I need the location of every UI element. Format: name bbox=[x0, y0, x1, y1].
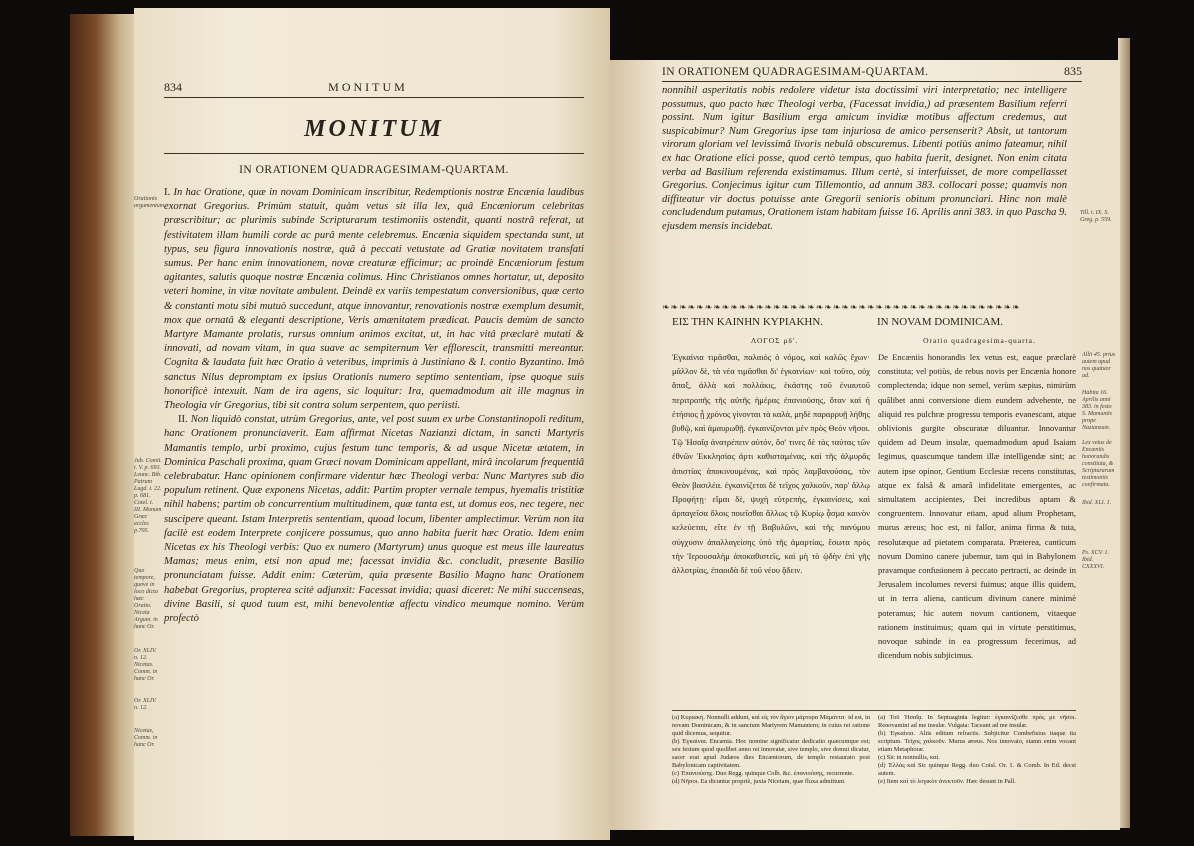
body-text-left bbox=[164, 186, 584, 626]
latin-column: De Encæniis honorandis lex vetus est, eaque præclarè constituta; vel potiùs, de rebus novis per Encænia honore complectenda; idque non semel, verùm sæpius, nimirùm quâlibet anni conversione diem eundem advehente, ne aliquid res pulchræ progressu temporis evanescant, atque oblivionis gurgite obscuratæ diluantur. Innovantur quidem ad Deum insulæ, quemadmodum apud Isaiam legimus, quascumque tandem illæ intelligendæ sint; ac autem ipse opinor, Gentium Ecclesiæ recens constitutas, atque ex falsâ & amarâ infidelitate emergentes, ac simultatem accipientes, Dei incredibus aptam & congruentem. Innovatur etiam, apud alium Prophetam, murus æreus; hoc est, ni fallor, anima firma & tuta, resolutæque ad pietatem comparata. Præterea, canticum novum Domino canere jubemur, tam qui in Babylonem pravamque confusionem à peccato pertracti, ac deinde in Jerusalem incolumes reversi fuimus; atque illis quidem, ut in terra aliena, canticum divinum canere minimè poteramus; hic autem novum cantionem, vitaeque rationem instituimus; quam qui in virtute perstitimus, novoque subinde in ea progressum fecerimus, ad dicendum nobis subjicimus. bbox=[878, 352, 1076, 661]
right-page bbox=[610, 60, 1120, 830]
latin-subheading: Oratio quadragesima-quarta. bbox=[923, 336, 1036, 345]
paragraph-1-text: In hac Oratione, quæ in novam Dominicam inscribitur, Redemptionis nostræ Encænia laudibus exornat Gregorius. Primùm statuit, quàm vetus sit illa lex, quâ Encæniorum celebritas præscribitur; ac plurimis subinde Scripturarum testimoniis ostendit, quanti nostrâ referat, ut festivitatem illam humili corde ac purâ mente celebremus. Encænia siquidem spectanda sunt, ut typus, seu figura innovationis nostræ, quâ à peccati vetustate ad Gratiæ novitatem transfati sumus. Per hanc enim innovationem, novæ creaturæ efficimur; ac proindè Encæniorum festum agitantes, salutis quoque nostræ Encænia colimus. Hinc Christianos omnes hortatur, ut, deposito veteri homine, in vitæ novitate ambulent. Deindè ex variis tempestatum conversionibus, quæ certo & constanti motu sibi mutuò succedunt, atque innovantur, renovationis nostræ exemplum desumit, mox que ornatâ & eleganti descriptione, Veris amænitatem prædicat. Paucis demùm de sancto Martyre Mamante prolatis, rursus omnium animos excitat, ut, in hac vitâ præclarè mutati & innovati, ad novam vitam, in qua suave ac sempiternum Ver efflorescit, transmitti mereantur. Cognita & laudata fuit hæc Oratio à veteribus, imprimis à Justiniano & I. contio Byzantino. Imò sanctus Nilus depromptam ex ipsius Orationis numero septimo sententiam, ipse quoque suis honorificè intexuit. Nam de ira agens, sic loquitur: Ira, quemadmodum ait ille magnus in Theologia vir Gregorius, tibi sit contra solum serpentem, quo periisti. bbox=[164, 187, 584, 412]
page-subtitle: IN ORATIONEM QUADRAGESIMAM-QUARTAM. bbox=[164, 153, 584, 176]
margin-note-1: Orationis argumentum. bbox=[134, 196, 166, 209]
margin-note-2: Jub. Comit. t. V. p. 693. Leunc. Bib. Patrum Lugd. t. 22. p. 681. Cotel. t. III. Monum Græc eccles p.705. bbox=[134, 458, 162, 534]
right-margin-note-2: Habita 16. Aprilis anni 383. in festo S. Mamantis prope Nazianzum. bbox=[1082, 390, 1112, 431]
right-margin-note-5: Ps. XCV. 1. Ibid. CXXXVI. bbox=[1082, 550, 1110, 570]
running-head-left: MONITUM bbox=[328, 80, 408, 94]
footnotes-greek: (a) Κυριακή. Nonnulli addunt, καὶ εἰς τὸν ἅγιον μάρτυρα Μάμαντα· id est, in novam Dominicam, & in sanctum Martyrem Mamantem; in cuius rei ratione quid dicemus, sequitur. (b) Ἐγκαίνια. Encænia. Hoc nomine significatur dedicatio quæcumque est; seu festum quod quolibet anno rei innovatæ, sive templo, sive domui dicatur, sacer erat apud Judæos dies Encæniorum, de templo restaurato post Babylonicam captivitatem. (c) Ἐπανιούσης. Duo Regg. quinque Colb. &c. ἐπανιούσης, recurrente. (d) Νῆσοι. Ea dicuntur propriè, juxta Nicetam, quæ fluxa admittunt. bbox=[672, 714, 870, 785]
margin-note-4: Or. XLIV. n. 12. Nicetas. Comm. in hanc Or. bbox=[134, 648, 158, 682]
running-head-right: IN ORATIONEM QUADRAGESIMAM-QUARTAM. bbox=[662, 66, 929, 78]
right-margin-note-4: Ibid. XLI. 1. bbox=[1082, 500, 1112, 506]
continued-text: nonnihil asperitatis nobis redolere videtur ista doctissimi viri interpretatio; nec intelligere possumus, quo pacto hæc Theologi verba, (Facessat invidia,) ad præsentem Basilium referri possint. Num igitur Basilium erga amicum invidiæ motibus affectum credemus, aut suspicabimur? Num Gregorius ipse tam injuriosa de amico persenserit? Absit, ut tantorum virorum gloriam vel levissimâ livoris nebulâ obscuremus. Libenti potiùs animo fateamur, nihil ex hac Oratione elici posse, quod certò tempus, quo habita fuerit, designet. Non enim citata verba ad Basilium referenda existimamus. Illum certè, si interfuisset, de more compellasset Gregorius. Conjecimus igitur cum Tillemontio, ad annum 383. collocari posse; quamvis non diffiteatur vir doctus potuisse ante Gregorii senioris obitum pronunciari. Hinc non malè concludendum putamus, Orationem istam habitam fuisse 16. Aprilis anni 383. in quo Pascha 9. ejusdem mensis incidebat. bbox=[662, 85, 1067, 232]
paragraph-1 bbox=[164, 186, 584, 413]
page-title: MONITUM bbox=[304, 116, 444, 142]
open-book bbox=[70, 8, 1130, 840]
right-margin-note-3: Lex vetus de Encæniis honorandis constituta, & Scripturarum testimoniis confirmata. bbox=[1082, 440, 1115, 488]
margin-note-6: Nicetas, Comm. in hanc Or. bbox=[134, 728, 158, 748]
greek-subheading: ΛΟΓΟΣ μδ'. bbox=[750, 336, 799, 345]
margin-note-5: Or. XLIV. n. 12. bbox=[134, 698, 157, 711]
margin-note-3: Quo tempore, quove in loco dicta hæc Oratio. Niceta Argum. in hanc Or. bbox=[134, 568, 158, 630]
paragraph-2-number: II. bbox=[178, 414, 188, 426]
paragraph-2-text: Non liquidò constat, utrùm Gregorius, ante, vel post suum ex urbe Constantinopoli reditum, hanc Orationem pronunciaverit. Eam affirmat Nicetas Nazianzi dictam, in sancti Martyris Mamantis templo, urbi proximo, cujus festum tunc temporis, & ad usque Nicetæ ætatem, in Dominica Paschali proxima, quam Græci novam Dominicam appellant, mirâ incolarum frequentiâ celebrabatur. Hanc opinionem confirmare videntur hæc Theologi verba: Nunc Martyres sub dio populum retinent. Quæ exponens Nicetas, addit: Partim propter vernale tempus, hyemalis tristitiæ nihil habens; partim ob concurrentium multitudinem, quæ tanta est, ut domus eos, nec tegere, nec suscipere queant. Istam Interpretis sententiam, quoad locum, libenter amplectimur. Verùm non ita facilè est eodem Interprete conjicere possumus, quo anno habita fuerit hæc Oratio. Idem enim Nicetas ex his Theologi verbis: Quo ex numero (Martyrum) unus quoque est meus ille laureatus Mamas; meus enim, etsi non apud me; facessat invidia &c. concludit, præsente Basilio pronunciatam fuisse. Addit enim: Cæterùm, quia præsente Basilio Magno hanc Orationem habebat Gregorius, propterea scitè adjunxit: Facessat invidia; quasi diceret: Ne mihi succenseas, divine Basili, si quod tuum est, mihi benevolentiæ affectu vindico meumque nomino. Verùm profectò bbox=[164, 414, 584, 625]
greek-heading: ΕΙΣ ΤΗΝ ΚΑΙΝΗΝ ΚΥΡΙΑΚΗΝ. bbox=[672, 316, 824, 328]
right-margin-note-1: Allii 45. prius autem apud nos quatuor ad. bbox=[1082, 352, 1116, 379]
page-number-right: 835 bbox=[1064, 64, 1082, 78]
section-heading bbox=[672, 316, 1082, 328]
section-subheading bbox=[672, 336, 1082, 345]
right-margin-note-top: Till. t. IX. S. Greg. p. 559. bbox=[1080, 210, 1112, 223]
greek-column: Ἐγκαίνια τιμᾶσθαι, παλαιός ὁ νόμος, καὶ καλῶς ἔχων· μᾶλλον δὲ, τὰ νέα τιμᾶσθαι δι' ἐγκαινίων· καὶ τοῦτο, οὐχ ἅπαξ, ἀλλὰ καὶ πολλάκις, ἑκάστης τοῦ ἐνιαυτοῦ περιτροπῆς τῆς αὐτῆς ἡμέρας ἐπανιούσης, ὅταν καὶ ἡ ἐτήσιος ᾖ χρόνος γίνονται τὰ καλὰ, μηδὲ παραρρυῇ λήθης βυθῷ, καὶ ἀμαυρωθῇ. ἐγκαινίζονται μὲν πρὸς Θεὸν νῆσοι. Τῷ Ἡσαΐᾳ ἀνατρέπειν αὐτόν, ὅσ' τινες δὲ τὰς ταύτας τῶν ἐθνῶν Ἐκκλησίας ἀρτι καθισταμένας, καὶ τῆς ἀλμυρᾶς ἀπιστίας ἀποκινουμένας, καὶ πρὸς λαμβανούσας, τὸν Θεὸν βασιλέα. ἐγκαινίζεται δὲ τεῖχος χαλκοῦν, παρ' ἄλλῳ Προφήτῃ· εἴμαι δὲ, ψυχὴ εὐτρεπὴς, ἐγκαινίσεις, καὶ ἀρπαγεῖσα ὄλοις ποιεῖσθαι ἄλλως τῷ Κυρίῳ ᾆσμα καινὸν κελεύεται, εἴτε ἐν τῇ Βαβυλῶνι, καὶ τῆς πανύμου σύγχυσιν ἀπαλλαγείσης ὑπὸ τῆς ἁμαρτίας, ἔσωτα πρὸς τὴν Ἱερουσαλὴμ ἀποκαθιστεῖς, καὶ μὴ τὸ ᾠδὴν ἐπὶ γῆς ἀλλοτρίας, ἐπαοιδὰ δὲ τοῦ νέου ᾄδειν. bbox=[672, 352, 870, 576]
footnotes-latin: (a) Τοῦ Ἡσαΐᾳ. In Septuaginta legitur: ἐγκαινίζεσθε πρὸς με νῆσοι. Renovamini ad me insulæ. Vulgata: Taceant ad me insulæ. (b) Ἐγκαίνια. Aliis editum refractis. Subjicitur Combefisius itaque ita scriptum. Τεῖχος χαλκοῦν. Murus æreus. Nos innovato, stamn enim vocant etiam Metaphoræ. (c) Sic in nonnullis, καὶ. (d) Ἑλλάς καὶ Sic quinque Regg. duo Coisl. Or. 1. & Comb. In Ed. decst autem. (e) Item καὶ τὸ λογικὸν ἀνεκτοῦν. Hæc desunt in Pall. bbox=[878, 714, 1076, 785]
paragraph-2 bbox=[164, 413, 584, 626]
page-number-left: 834 bbox=[164, 80, 182, 94]
book-fore-edge-left bbox=[70, 14, 142, 836]
ornament-band: ❧❧❧❧❧❧❧❧❧❧❧❧❧❧❧❧❧❧❧❧❧❧❧❧❧❧❧❧❧❧❧❧❧❧❧❧❧❧❧❧❧❧ bbox=[662, 302, 1021, 312]
latin-heading: IN NOVAM DOMINICAM. bbox=[877, 316, 1003, 328]
left-page bbox=[134, 8, 610, 840]
paragraph-1-number: I. bbox=[164, 187, 171, 198]
